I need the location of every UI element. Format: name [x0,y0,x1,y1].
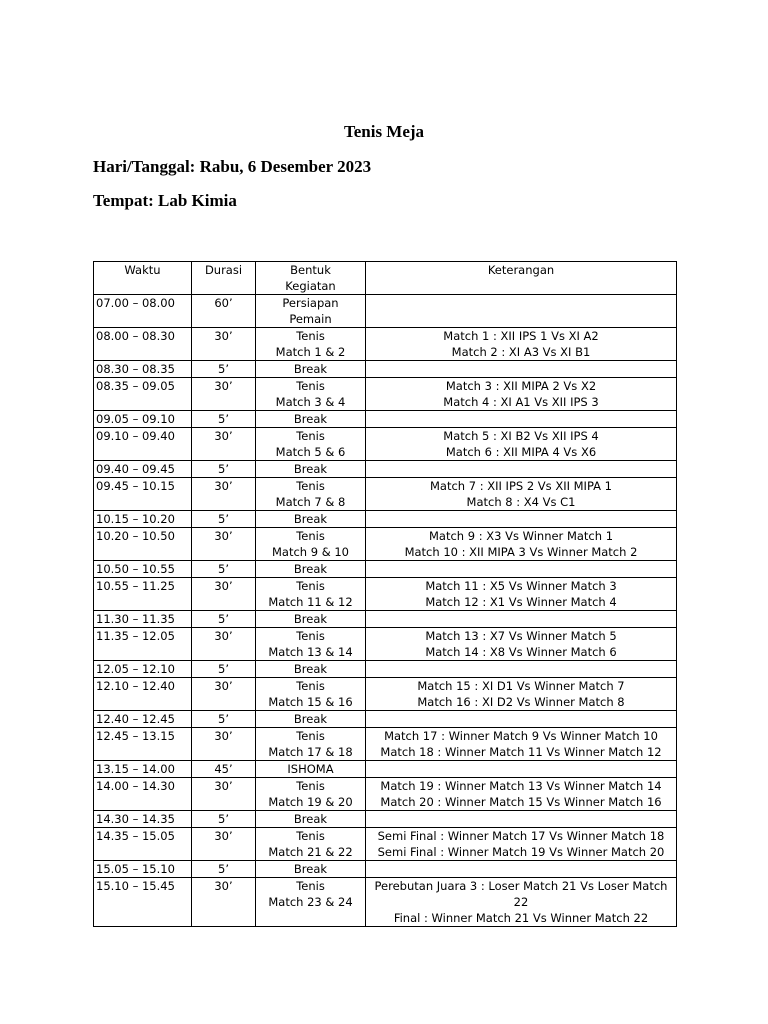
duration-cell: 30’ [192,578,256,611]
activity-cell [256,528,366,561]
note-line-1: Match 17 : Winner Match 9 Vs Winner Match 10 [384,729,658,743]
activity-line-2: Match 19 & 20 [268,795,353,809]
note-line-2: Match 16 : XI D2 Vs Winner Match 8 [417,695,625,709]
table-header-row [94,262,677,295]
table-row [94,878,677,927]
activity-line-1: Tenis [296,579,325,593]
time-cell: 10.20 – 10.50 [94,528,192,561]
table-row [94,611,677,628]
header-activity-line-2: Kegiatan [285,279,336,293]
date-line: Hari/Tanggal: Rabu, 6 Desember 2023 [93,157,372,176]
activity-line-1: Tenis [296,429,325,443]
activity-line-2: Match 3 & 4 [275,395,346,409]
notes-cell [366,861,677,878]
note-line-2: Match 14 : X8 Vs Winner Match 6 [425,645,617,659]
activity-cell [256,478,366,511]
note-line-2: Match 20 : Winner Match 15 Vs Winner Match 16 [380,795,662,809]
notes-cell [366,295,677,328]
activity-cell [256,461,366,478]
time-cell: 14.00 – 14.30 [94,778,192,811]
note-line-2: Match 6 : XII MIPA 4 Vs X6 [445,445,597,459]
duration-cell: 30’ [192,878,256,927]
note-line-2: Semi Final : Winner Match 19 Vs Winner Match 20 [377,845,665,859]
duration-cell: 5’ [192,661,256,678]
time-cell: 11.35 – 12.05 [94,628,192,661]
activity-cell [256,761,366,778]
activity-line-2: Match 5 & 6 [275,445,346,459]
table-row [94,295,677,328]
activity-cell [256,828,366,861]
table-row [94,578,677,611]
activity-cell [256,511,366,528]
activity-line-1: Break [293,412,328,426]
table-row [94,711,677,728]
activity-line-2: Match 13 & 14 [268,645,353,659]
table-row [94,678,677,711]
activity-cell [256,711,366,728]
note-line-2: Final : Winner Match 21 Vs Winner Match 22 [393,911,649,925]
activity-line-1: Break [293,862,328,876]
notes-cell [366,578,677,611]
duration-cell: 5’ [192,861,256,878]
note-line-2: Match 10 : XII MIPA 3 Vs Winner Match 2 [404,545,638,559]
activity-line-1: Break [293,812,328,826]
note-line-2: Match 12 : X1 Vs Winner Match 4 [425,595,617,609]
notes-cell [366,628,677,661]
duration-cell: 60’ [192,295,256,328]
time-cell: 08.35 – 09.05 [94,378,192,411]
notes-cell [366,661,677,678]
activity-line-1: Break [293,712,328,726]
time-cell: 15.10 – 15.45 [94,878,192,927]
notes-cell [366,428,677,461]
duration-cell: 30’ [192,628,256,661]
activity-line-1: Tenis [296,829,325,843]
activity-cell [256,378,366,411]
note-line-1: Match 9 : X3 Vs Winner Match 1 [428,529,614,543]
note-line-2: Match 8 : X4 Vs C1 [466,495,576,509]
table-row [94,411,677,428]
activity-cell [256,578,366,611]
header-activity-line-1: Bentuk [290,263,331,277]
time-cell: 08.30 – 08.35 [94,361,192,378]
activity-line-1: Tenis [296,529,325,543]
activity-line-2: Match 23 & 24 [268,895,353,909]
notes-cell [366,711,677,728]
header-activity [256,262,366,295]
activity-line-2: Match 15 & 16 [268,695,353,709]
duration-cell: 30’ [192,678,256,711]
notes-cell [366,378,677,411]
table-row [94,361,677,378]
activity-line-1: Tenis [296,379,325,393]
time-cell: 10.55 – 11.25 [94,578,192,611]
activity-cell [256,728,366,761]
time-cell: 09.45 – 10.15 [94,478,192,511]
duration-cell: 30’ [192,778,256,811]
table-row [94,478,677,511]
table-row [94,728,677,761]
notes-cell [366,878,677,927]
activity-line-2: Match 9 & 10 [272,545,349,559]
document-title: Tenis Meja [343,122,425,141]
activity-cell [256,778,366,811]
activity-line-2: Match 7 & 8 [275,495,346,509]
time-cell: 11.30 – 11.35 [94,611,192,628]
note-line-1: Match 3 : XII MIPA 2 Vs X2 [445,379,597,393]
notes-cell [366,561,677,578]
note-line-1: Perebutan Juara 3 : Loser Match 21 Vs Loser Match 22 [374,879,668,909]
time-cell: 14.30 – 14.35 [94,811,192,828]
activity-line-2: Match 21 & 22 [268,845,353,859]
activity-line-1: Tenis [296,329,325,343]
table-row [94,761,677,778]
activity-line-1: Break [293,662,328,676]
time-cell: 10.15 – 10.20 [94,511,192,528]
duration-cell: 30’ [192,428,256,461]
activity-line-1: Tenis [296,879,325,893]
activity-line-1: Tenis [296,629,325,643]
note-line-2: Match 18 : Winner Match 11 Vs Winner Match 12 [380,745,662,759]
header-notes: Keterangan [366,262,677,295]
time-cell: 08.00 – 08.30 [94,328,192,361]
activity-line-2: Match 1 & 2 [275,345,346,359]
note-line-1: Match 7 : XII IPS 2 Vs XII MIPA 1 [429,479,612,493]
table-row [94,328,677,361]
table-row [94,861,677,878]
notes-cell [366,511,677,528]
time-cell: 13.15 – 14.00 [94,761,192,778]
schedule-body [94,295,677,927]
header-duration: Durasi [192,262,256,295]
duration-cell: 45’ [192,761,256,778]
activity-line-2: Pemain [289,312,332,326]
activity-line-1: Break [293,612,328,626]
time-cell: 10.50 – 10.55 [94,561,192,578]
duration-cell: 5’ [192,711,256,728]
activity-cell [256,878,366,927]
table-row [94,811,677,828]
activity-line-2: Match 11 & 12 [268,595,353,609]
place-line: Tempat: Lab Kimia [93,191,237,210]
activity-line-1: Persiapan [282,296,339,310]
duration-cell: 30’ [192,328,256,361]
notes-cell [366,778,677,811]
time-cell: 09.05 – 09.10 [94,411,192,428]
time-cell: 14.35 – 15.05 [94,828,192,861]
time-cell: 07.00 – 08.00 [94,295,192,328]
activity-cell [256,361,366,378]
notes-cell [366,761,677,778]
time-cell: 12.45 – 13.15 [94,728,192,761]
notes-cell [366,361,677,378]
duration-cell: 5’ [192,611,256,628]
duration-cell: 30’ [192,478,256,511]
time-cell: 15.05 – 15.10 [94,861,192,878]
activity-line-1: Break [293,562,328,576]
note-line-1: Match 15 : XI D1 Vs Winner Match 7 [417,679,625,693]
activity-cell [256,661,366,678]
notes-cell [366,328,677,361]
activity-line-1: Break [293,362,328,376]
duration-cell: 5’ [192,361,256,378]
notes-cell [366,478,677,511]
duration-cell: 5’ [192,811,256,828]
activity-line-1: Tenis [296,479,325,493]
time-cell: 09.40 – 09.45 [94,461,192,478]
note-line-1: Match 11 : X5 Vs Winner Match 3 [425,579,617,593]
duration-cell: 30’ [192,378,256,411]
note-line-1: Match 1 : XII IPS 1 Vs XI A2 [443,329,599,343]
note-line-1: Semi Final : Winner Match 17 Vs Winner Match 18 [377,829,665,843]
table-row [94,778,677,811]
activity-cell [256,811,366,828]
notes-cell [366,728,677,761]
duration-cell: 5’ [192,511,256,528]
activity-cell [256,678,366,711]
activity-cell [256,611,366,628]
activity-cell [256,561,366,578]
note-line-1: Match 19 : Winner Match 13 Vs Winner Match 14 [380,779,662,793]
table-row [94,461,677,478]
duration-cell: 30’ [192,728,256,761]
duration-cell: 5’ [192,461,256,478]
activity-line-1: Tenis [296,679,325,693]
table-row [94,511,677,528]
time-cell: 09.10 – 09.40 [94,428,192,461]
table-row [94,528,677,561]
duration-cell: 30’ [192,528,256,561]
activity-cell [256,328,366,361]
time-cell: 12.10 – 12.40 [94,678,192,711]
notes-cell [366,811,677,828]
activity-line-1: Tenis [296,779,325,793]
table-row [94,661,677,678]
activity-line-1: ISHOMA [287,762,334,776]
duration-cell: 5’ [192,561,256,578]
duration-cell: 30’ [192,828,256,861]
schedule-table [93,261,677,927]
time-cell: 12.05 – 12.10 [94,661,192,678]
activity-line-2: Match 17 & 18 [268,745,353,759]
notes-cell [366,411,677,428]
activity-cell [256,861,366,878]
note-line-1: Match 5 : XI B2 Vs XII IPS 4 [443,429,599,443]
notes-cell [366,611,677,628]
table-row [94,561,677,578]
activity-cell [256,295,366,328]
activity-line-1: Break [293,462,328,476]
notes-cell [366,828,677,861]
table-row [94,378,677,411]
table-row [94,828,677,861]
note-line-2: Match 2 : XI A3 Vs XI B1 [451,345,591,359]
notes-cell [366,678,677,711]
notes-cell [366,528,677,561]
note-line-1: Match 13 : X7 Vs Winner Match 5 [425,629,617,643]
table-row [94,428,677,461]
activity-line-1: Tenis [296,729,325,743]
duration-cell: 5’ [192,411,256,428]
activity-line-1: Break [293,512,328,526]
activity-cell [256,428,366,461]
note-line-2: Match 4 : XI A1 Vs XII IPS 3 [443,395,599,409]
time-cell: 12.40 – 12.45 [94,711,192,728]
header-time: Waktu [94,262,192,295]
table-row [94,628,677,661]
activity-cell [256,628,366,661]
notes-cell [366,461,677,478]
activity-cell [256,411,366,428]
